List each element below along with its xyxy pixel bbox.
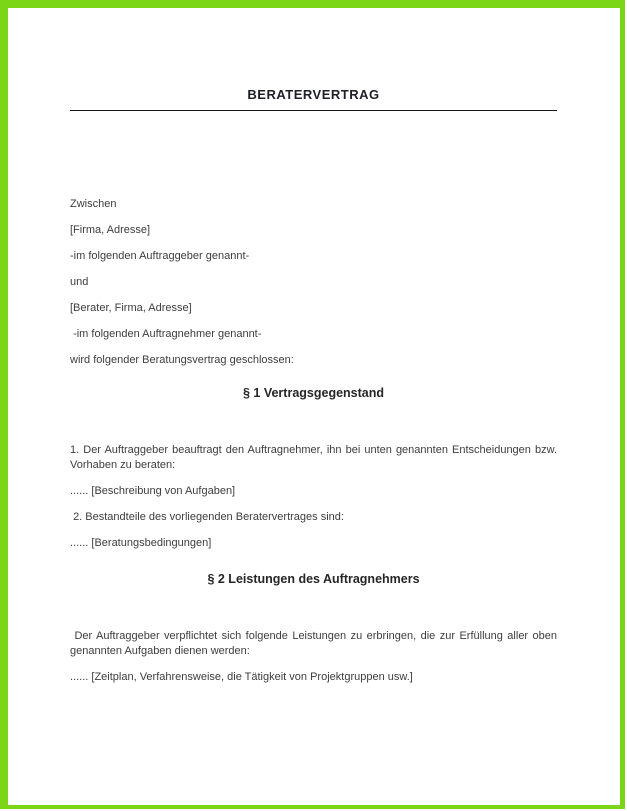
section-2-paragraph-1: Der Auftraggeber verpflichtet sich folgende Leistungen zu erbringen, die zur Erfüllung aller oben genannten Aufgaben dienen werden:: [70, 630, 561, 657]
preamble-line-auftragnehmer: -im folgenden Auftragnehmer genannt-: [70, 328, 262, 340]
section-2-heading: § 2 Leistungen des Auftragnehmers: [207, 572, 420, 586]
section-1: [70, 385, 561, 551]
section-2-placeholder-zeitplan: ...... [Zeitplan, Verfahrensweise, die Tätigkeit von Projektgruppen usw.]: [70, 671, 413, 683]
preamble-line-berater-placeholder: [Berater, Firma, Adresse]: [70, 302, 192, 314]
preamble-line-schluss: wird folgender Beratungsvertrag geschlossen:: [70, 354, 294, 366]
section-1-paragraph-2: 2. Bestandteile des vorliegenden Beratervertrages sind:: [70, 511, 344, 523]
title-block: [70, 87, 557, 111]
preamble: [70, 197, 557, 368]
document-title: BERATERVERTRAG: [247, 87, 380, 102]
section-2: [70, 571, 561, 685]
preamble-line-firma-placeholder: [Firma, Adresse]: [70, 224, 151, 236]
section-1-paragraph-1: 1. Der Auftraggeber beauftragt den Auftragnehmer, ihn bei unten genannten Entscheidungen bzw. Vorhaben zu beraten:: [70, 444, 561, 471]
section-1-heading: § 1 Vertragsgegenstand: [242, 386, 385, 400]
preamble-line-auftraggeber: -im folgenden Auftraggeber genannt-: [70, 250, 250, 262]
preamble-line-und: und: [70, 276, 89, 288]
section-1-placeholder-aufgaben: ...... [Beschreibung von Aufgaben]: [70, 485, 236, 497]
section-1-placeholder-bedingungen: ...... [Beratungsbedingungen]: [70, 537, 212, 549]
preamble-line-zwischen: Zwischen: [70, 198, 117, 210]
